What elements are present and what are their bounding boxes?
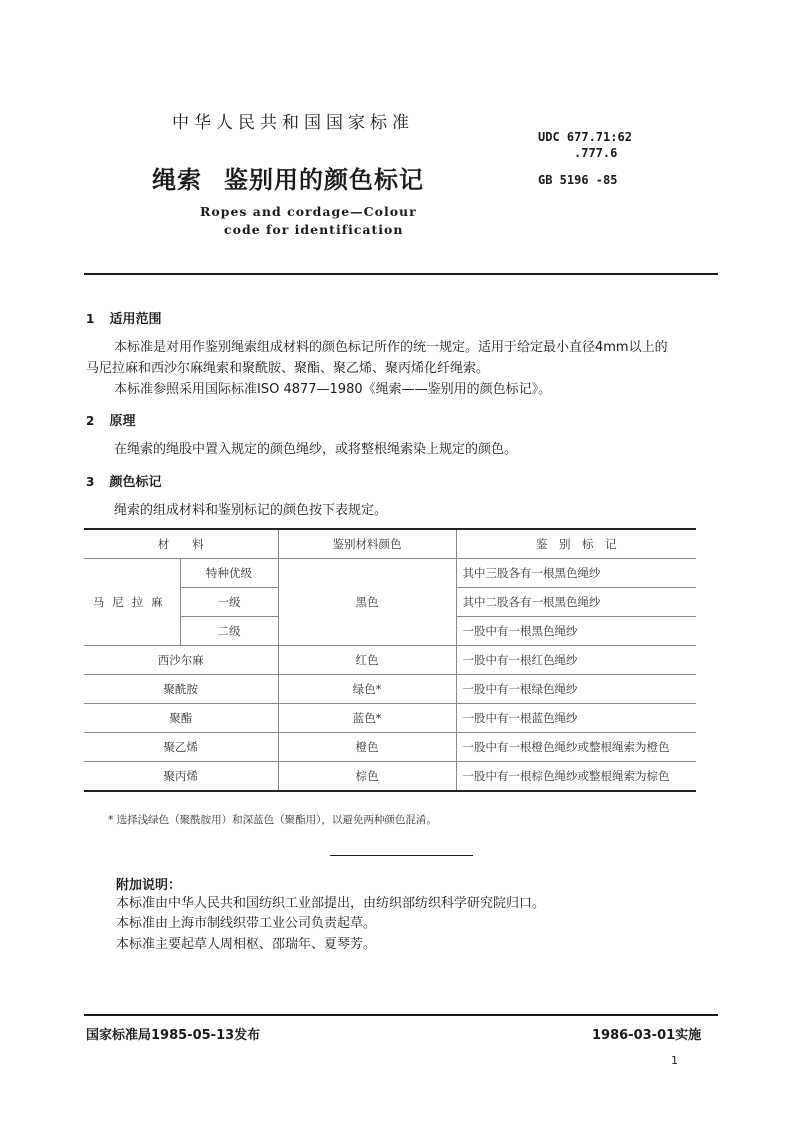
section-1-para-1: 本标准是对用作鉴别绳索组成材料的颜色标记所作的统一规定。适用于给定最小直径4mm以上的 (114, 340, 668, 355)
section-1-para-3: 本标准参照采用国际标准ISO 4877—1980《绳索——鉴别用的颜色标记》。 (114, 382, 552, 397)
title-english-line2: code for identification (224, 222, 404, 237)
section-separator (330, 855, 473, 856)
table-row (84, 559, 696, 588)
table-row (84, 733, 696, 762)
section-1-heading (86, 308, 161, 327)
title-chinese (152, 160, 424, 195)
title-english-line1: Ropes and cordage—Colour (200, 204, 417, 219)
header-material: 材 料 (84, 529, 278, 559)
material-cell: 聚酰胺 (84, 675, 278, 704)
color-code-table (84, 528, 696, 792)
additional-note-line: 本标准由上海市制线织带工业公司负责起草。 (116, 916, 377, 931)
color-cell: 蓝色* (278, 704, 456, 733)
title-chinese-part2: 鉴别用的颜色标记 (224, 166, 424, 194)
section-number: 1 (86, 312, 95, 326)
material-cell: 聚丙烯 (84, 762, 278, 792)
color-cell: 红色 (278, 646, 456, 675)
footer-divider (84, 1014, 718, 1016)
manila-color: 黑色 (278, 559, 456, 646)
title-chinese-part1: 绳索 (152, 166, 202, 194)
section-3-heading (86, 471, 161, 490)
color-cell: 绿色* (278, 675, 456, 704)
manila-grade: 一级 (180, 588, 278, 617)
udc-code-line1: UDC 677.71:62 (538, 130, 632, 144)
section-3-para-1: 绳索的组成材料和鉴别标记的颜色按下表规定。 (114, 503, 388, 518)
mark-cell: 一股中有一根绿色绳纱 (456, 675, 696, 704)
section-number: 3 (86, 475, 95, 489)
header-divider (84, 273, 718, 275)
manila-material: 马尼拉麻 (84, 559, 180, 646)
mark-cell: 一股中有一根橙色绳纱或整根绳索为橙色 (456, 733, 696, 762)
mark-cell: 一股中有一根棕色绳纱或整根绳索为棕色 (456, 762, 696, 792)
color-cell: 橙色 (278, 733, 456, 762)
manila-mark: 其中三股各有一根黑色绳纱 (456, 559, 696, 588)
material-cell: 聚乙烯 (84, 733, 278, 762)
manila-grade: 特种优级 (180, 559, 278, 588)
section-title: 颜色标记 (109, 475, 162, 490)
additional-notes-title: 附加说明： (116, 878, 182, 893)
color-cell: 棕色 (278, 762, 456, 792)
mark-cell: 一股中有一根蓝色绳纱 (456, 704, 696, 733)
gb-number: GB 5196 -85 (538, 173, 618, 187)
material-cell: 聚酯 (84, 704, 278, 733)
table-header-row (84, 529, 696, 559)
page-number: 1 (671, 1054, 678, 1067)
issuing-authority: 中华人民共和国国家标准 (172, 113, 414, 133)
section-number: 2 (86, 414, 95, 428)
section-2-para-1: 在绳索的绳股中置入规定的颜色绳纱，或将整根绳索染上规定的颜色。 (114, 442, 518, 457)
table-row (84, 646, 696, 675)
additional-note-line: 本标准由中华人民共和国纺织工业部提出，由纺织部纺织科学研究院归口。 (116, 896, 546, 911)
additional-note-line: 本标准主要起草人周相枢、邵瑞年、夏琴芳。 (116, 937, 377, 952)
manila-mark: 其中二股各有一根黑色绳纱 (456, 588, 696, 617)
header-color: 鉴别材料颜色 (278, 529, 456, 559)
table-footnote: * 选择浅绿色（聚酰胺用）和深蓝色（聚酯用），以避免两种颜色混淆。 (108, 814, 437, 826)
publication-date: 国家标准局1985-05-13发布 (86, 1028, 261, 1043)
udc-code-line2: .777.6 (574, 146, 618, 160)
table-row (84, 675, 696, 704)
implementation-date: 1986-03-01实施 (592, 1028, 702, 1043)
mark-cell: 一股中有一根红色绳纱 (456, 646, 696, 675)
manila-grade: 二级 (180, 617, 278, 646)
header-mark: 鉴 别 标 记 (456, 529, 696, 559)
section-title: 原理 (109, 414, 136, 429)
section-2-heading (86, 410, 135, 429)
table-row (84, 704, 696, 733)
manila-mark: 一股中有一根黑色绳纱 (456, 617, 696, 646)
material-cell: 西沙尔麻 (84, 646, 278, 675)
section-1-para-2: 马尼拉麻和西沙尔麻绳索和聚酰胺、聚酯、聚乙烯、聚丙烯化纤绳索。 (86, 361, 490, 376)
table-row (84, 762, 696, 792)
section-title: 适用范围 (109, 312, 162, 327)
